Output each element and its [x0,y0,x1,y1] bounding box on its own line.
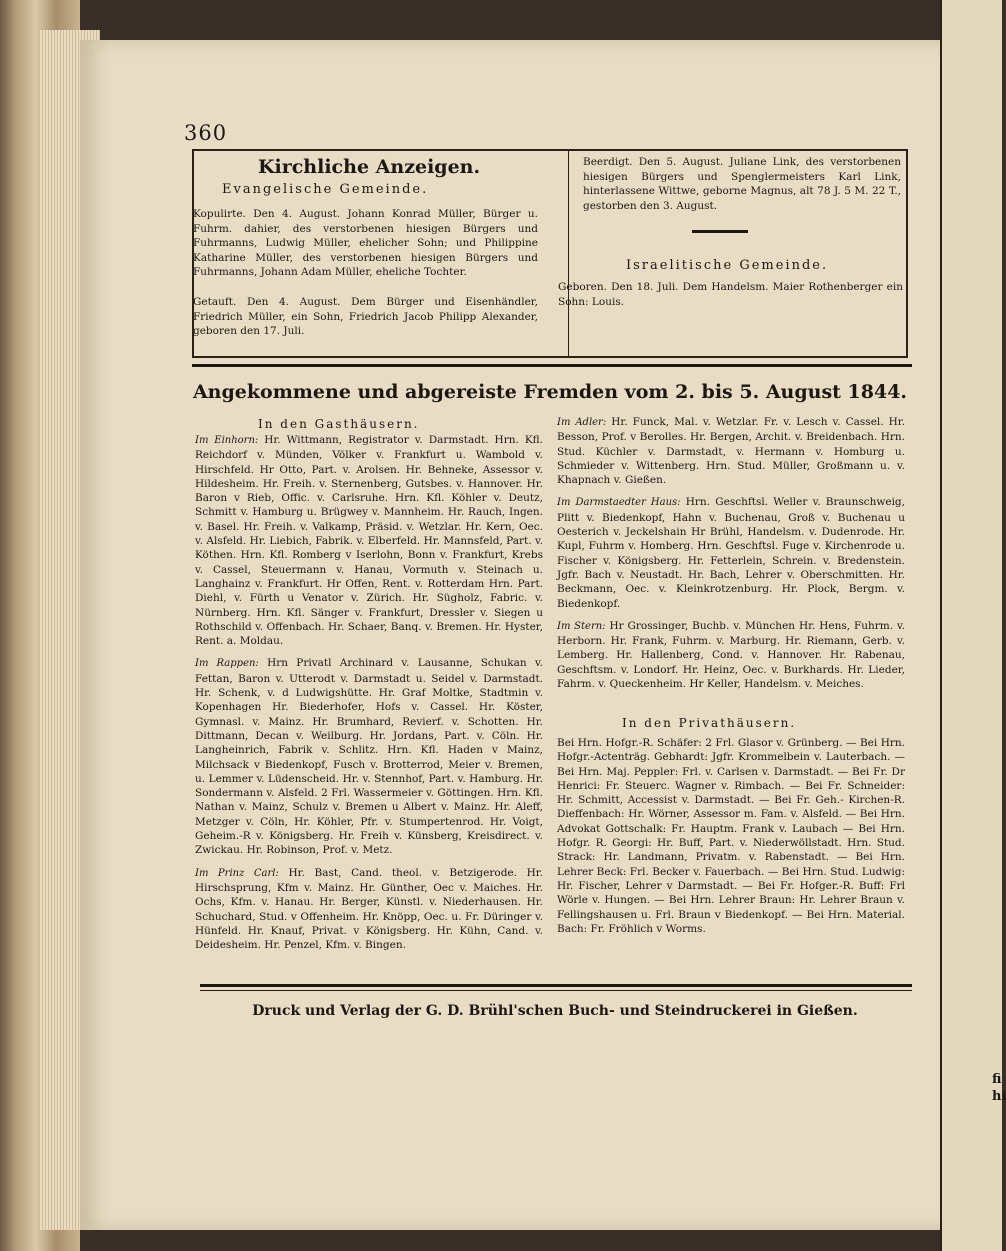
inns-right-column [557,415,905,699]
private-houses-text: Bei Hrn. Hofgr.-R. Schäfer: 2 Frl. Glasor v. Grünberg. — Bei Hrn. Hofgr.-Actenträg. Gebhardt: Jgfr. Krommelbein v. Lauterbach. — Bei Hrn. Maj. Peppler: Frl. v. Carlsen v. Darmstadt. — Bei Fr. Dr Henrici: Fr. Steuerc. Wagner v. Rimbach. — Bei Fr. Schneider: Hr. Schmitt, Accessist v. Darmstadt. — Bei Fr. Geh.- Kirchen-R. Dieffenbach: Hr. Wörner, Assessor m. Fam. v. Alsfeld. — Bei Hrn. Advokat Gottschalk: Fr. Hauptm. Frank v. Laubach — Bei Hrn. Hofgr. R. Georgi: Hr. Buff, Part. v. Niederwöllstadt. Hrn. Stud. Strack: Hr. Landmann, Privatm. v. Rabenstadt. — Bei Hrn. Lehrer Beck: Frl. Becker v. Fauerbach. — Bei Hrn. Stud. Ludwig: Hr. Fischer, Lehrer v Darmstadt. — Bei Fr. Hofger.-R. Buff: Frl Wörle v. Hungen. — Bei Hrn. Lehrer Braun: Hr. Lehrer Braun v. Fellingshausen u. Frl. Braun v Biedenkopf. — Bei Hrn. Material. Bach: Fr. Fröhlich v Worms. [557,737,905,935]
printer-imprint: Druck und Verlag der G. D. Brühl'schen Buch- und Steindruckerei in Gießen. [252,1003,858,1019]
baptisms-notice: Getauft. Den 4. August. Dem Bürger und Eisenhändler, Friedrich Müller, ein Sohn, Friedrich Jacob Philipp Alexander, geboren den 17. Juli. [193,296,538,337]
inn-entry [195,866,543,953]
inn-guests: Hr Grossinger, Buchb. v. München Hr. Hens, Fuhrm. v. Herborn. Hr. Frank, Fuhrm. v. Marburg. Hr. Riemann, Gerb. v. Lemberg. Hr. Hallenberg, Cond. v. Hannover. Hr. Rabenau, Geschftsm. v. Londorf. Hr. Heinz, Oec. v. Burkhards. Hr. Lieder, Fahrm. v. Queckenheim. Hr Keller, Handelsm. v. Meiches. [557,619,905,691]
inn-guests: Hr. Bast, Cand. theol. v. Betzigerode. Hr. Hirschsprung, Kfm v. Mainz. Hr. Günther, Oec v. Maiches. Hr. Ochs, Kfm. v. Hanau. Hr. Berger, Künstl. v. Niederhausen. Hr. Schuchard, Stud. v Offenheim. Hr. Knöpp, Oec. u. Fr. Düringer v. Hünfeld. Hr. Knauf, Privat. v Königsberg. Hr. Kühn, Cand. v. Deidesheim. Hr. Penzel, Kfm. v. Bingen. [195,866,543,952]
inns-subtitle: In den Gasthäusern. [258,417,420,431]
evangelical-subtitle: Evangelische Gemeinde. [222,182,429,197]
inn-name: Im Prinz Carl: [195,867,279,879]
inn-guests: Hrn. Geschftsl. Weller v. Braunschweig, Plitt v. Biedenkopf, Hahn v. Buchenau, Groß v. Buchenau u Oesterich v. Jeckelshain Hr Brühl, Handelsm. v. Dudenrode. Hr. Kupl, Fuhrm v. Homberg. Hrn. Geschftsl. Fuge v. Kirchenrode u. Fischer v. Königsberg. Hr. Fetterlein, Schrein. v. Bredenstein. Jgfr. Bach v. Neustadt. Hr. Bach, Lehrer v. Oberschmitten. Hr. Beckmann, Oec. v. Kleinkrotzenburg. Hr. Plock, Bergm. v. Biedenkopf. [557,496,905,610]
section-rule [192,364,912,367]
marriages-notice: Kopulirte. Den 4. August. Johann Konrad Müller, Bürger u. Fuhrm. dahier, des verstorbenen hiesigen Bürgers und Fuhrmanns, Ludwig Müller, ehelicher Sohn; und Philippine Katharine Müller, des verstorbenen hiesigen Bürgers und Fuhrmanns, Johann Adam Müller, eheliche Tochter. [193,208,538,278]
private-houses-subtitle: In den Privathäusern. [622,716,797,730]
church-notices-title: Kirchliche Anzeigen. [258,156,481,178]
private-houses-column [557,736,905,944]
footer-rule [200,984,912,987]
inn-entry [195,433,543,648]
births-notice: Geboren. Den 18. Juli. Dem Handelsm. Maier Rothenberger ein Sohn: Louis. [558,281,903,308]
visitors-title: Angekommene und abgereiste Fremden vom 2. bis 5. August 1844. [192,381,908,403]
inn-name: Im Rappen: [195,658,259,670]
inn-entry [195,656,543,857]
page-number: 360 [184,121,228,145]
inn-name: Im Adler: [557,417,607,428]
next-page-fragment: hi [992,1089,1006,1104]
separator-short [692,230,748,233]
inn-name: Im Einhorn: [195,435,259,446]
inn-entry [557,619,905,691]
box-divider [568,151,569,356]
inn-entry [557,415,905,487]
inn-name: Im Darmstaedter Haus: [557,497,681,509]
inn-entry [557,495,905,610]
inns-left-column [195,433,543,960]
burials-notice: Beerdigt. Den 5. August. Juliane Link, des verstorbenen hiesigen Bürgers und Spenglermeisters Karl Link, hinterlassene Wittwe, geborne Magnus, alt 78 J. 5 M. 22 T., gestorben den 3. August. [583,156,901,212]
adjacent-page-edge [940,0,1006,1251]
inn-guests: Hr. Wittmann, Registrator v. Darmstadt. Hrn. Kfl. Reichdorf v. Münden, Völker v. Frankfurt u. Wambold v. Hirschfeld. Hr Otto, Part. v. Arolsen. Hr. Behneke, Assessor v. Hildesheim. Hr. Freih. v. Sternenberg, Gutsbes. v. Hannover. Hr. Baron v Rieb, Offic. v. Carlsruhe. Hrn. Kfl. Köhler v. Deutz, Schmitt v. Hamburg u. Brügwey v. Mannheim. Hr. Rauch, Ingen. v. Basel. Hr. Freih. v. Valkamp, Präsid. v. Wetzlar. Hr. Kern, Oec. v. Alsfeld. Hr. Liebich, Fabrik. v. Elberfeld. Hr. Mannsfeld, Part. v. Köthen. Hrn. Kfl. Romberg v Iserlohn, Bonn v. Frankfurt, Krebs v. Cassel, Steuermann v. Hanau, Vormuth v. Steinach u. Langhainz v. Frankfurt. Hr Offen, Rent. v. Rotterdam Hrn. Part. Diehl, v. Fürth u Venator v. Zürich. Hr. Sügholz, Fabric. v. Nürnberg. Hrn. Kfl. Sänger v. Frankfurt, Dressler v. Siegen u Rothschild v. Offenbach. Hr. Schaer, Banq. v. Bremen. Hr. Hyster, Rent. a. Moldau. [195,434,543,648]
inn-guests: Hr. Funck, Mal. v. Wetzlar. Fr. v. Lesch v. Cassel. Hr. Besson, Prof. v Berolles. Hr. Bergen, Archit. v. Breidenbach. Hrn. Stud. Küchler v. Darmstadt, v. Hermann v. Homburg u. Schmieder v. Wittenberg. Hrn. Stud. Müller, Großmann u. v. Khapnach v. Gießen. [557,416,906,487]
inn-guests: Hrn Privatl Archinard v. Lausanne, Schukan v. Fettan, Baron v. Utterodt v. Darmstadt u. Seidel v. Darmstadt. Hr. Schenk, v. d Ludwigshütte. Hr. Graf Moltke, Stadtmin v. Kopenhagen Hr. Biederhofer, Hofs v. Cassel. Hr. Köster, Gymnasl. v. Mainz. Hr. Brumhard, Revierf. v. Schotten. Hr. Dittmann, Decan v. Weilburg. Hr. Jordans, Part. v. Cöln. Hr. Langheinrich, Fabrik v. Schlitz. Hrn. Kfl. Haden v Mainz, Milchsack v Biedenkopf, Fusch v. Brotterrod, Meier v. Bremen, u. Lemmer v. Lüdenscheid. Hr. v. Stennhof, Part. v. Hamburg. Hr. Sondermann v. Alsfeld. 2 Frl. Wassermeier v. Göttingen. Hrn. Kfl. Nathan v. Mainz, Schulz v. Bremen u Albert v. Mainz. Hr. Aleff, Metzger v. Cöln, Hr. Köhler, Pfr. v. Stumpertenrod. Hr. Voigt, Geheim.-R v. Königsberg. Hr. Freih v. Künsberg, Kreisdirect. v. Zwickau. Hr. Robinson, Prof. v. Metz. [195,657,543,857]
inn-name: Im Stern: [557,620,606,632]
next-page-fragment: fi [992,1072,1002,1087]
footer-rule-thin [200,990,912,991]
israelite-subtitle: Israelitische Gemeinde. [626,258,829,273]
